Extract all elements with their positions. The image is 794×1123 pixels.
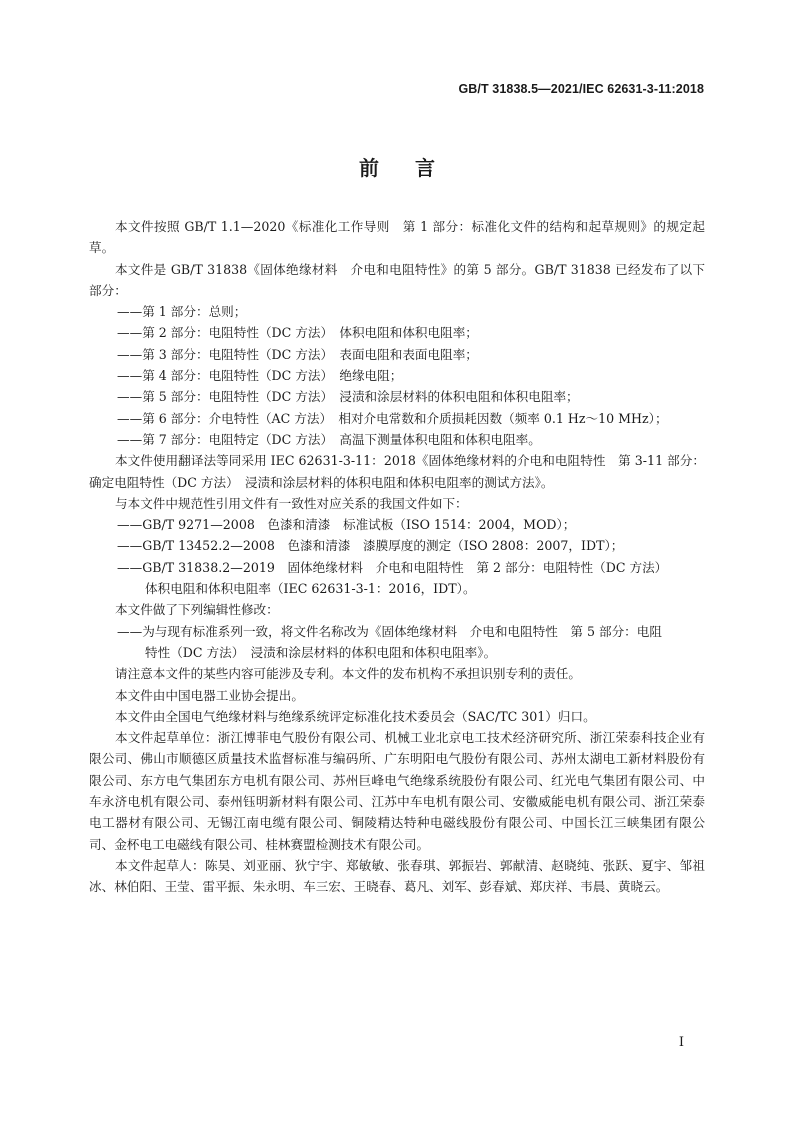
paragraph-references-intro: 与本文件中规范性引用文件有一致性对应关系的我国文件如下： — [115, 495, 468, 511]
list-item-ref-2: ——GB/T 13452.2—2008 色漆和清漆 漆膜厚度的测定（ISO 2808：2007，IDT）； — [117, 538, 624, 554]
list-item-part-6: ——第 6 部分：介电特性（AC 方法） 相对介电常数和介质损耗因数（频率 0.1 Hz～10 MHz）； — [117, 410, 668, 426]
list-item-ref-3-line-1: ——GB/T 31838.2—2019 固体绝缘材料 介电和电阻特性 第 2 部分：电阻特性（DC 方法） — [117, 559, 668, 575]
list-item-edit-line-2: 特性（DC 方法） 浸渍和涂层材料的体积电阻和体积电阻率》。 — [145, 644, 497, 660]
paragraph-series-intro: 本文件是 GB/T 31838《固体绝缘材料 介电和电阻特性》的第 5 部分。GB/T 31838 已经发布了以下部分： — [89, 261, 705, 298]
list-item-part-2: ——第 2 部分：电阻特性（DC 方法） 体积电阻和体积电阻率； — [117, 325, 478, 341]
list-item-part-1: ——第 1 部分：总则； — [117, 304, 247, 320]
page-number: I — [678, 1035, 684, 1050]
page-title: 前言 — [359, 156, 471, 180]
paragraph-proposer: 本文件由中国电器工业协会提出。 — [115, 687, 304, 703]
paragraph-patent-notice: 请注意本文件的某些内容可能涉及专利。本文件的发布机构不承担识别专利的责任。 — [115, 666, 581, 682]
paragraph-drafters: 本文件起草人：陈昊、刘亚丽、狄宁宇、郑敏敏、张春琪、郭振岩、郭献清、赵晓纯、张跃、夏宇、邹祖冰、林伯阳、王莹、雷平振、朱永明、车三宏、王晓春、葛凡、刘军、彭春斌、郑庆祥、韦晨、黄晓云。 — [89, 857, 705, 895]
paragraph-drafting-units: 本文件起草单位：浙江博菲电气股份有限公司、机械工业北京电工技术经济研究所、浙江荣泰科技企业有限公司、佛山市顺德区质量技术监督标准与编码所、广东明阳电气股份有限公司、苏州太湖电工新材料股份有限公司、东方电气集团东方电机有限公司、苏州巨峰电气绝缘系统股份有限公司、红光电气集团有限公司、中车永济电机有限公司、泰州钰明新材料有限公司、江苏中车电机有限公司、安徽威能电机有限公司、浙江荣泰电工器材有限公司、无锡江南电缆有限公司、铜陵精达特种电磁线股份有限公司、中国长江三峡集团有限公司、金杯电工电磁线有限公司、桂林赛盟检测技术有限公司。 — [89, 730, 705, 852]
list-item-part-7: ——第 7 部分：电阻特定（DC 方法） 高温下测量体积电阻和体积电阻率。 — [117, 431, 541, 447]
standard-code-header: GB/T 31838.5—2021/IEC 62631-3-11:2018 — [458, 82, 704, 96]
list-item-edit-line-1: ——为与现有标准系列一致，将文件名称改为《固体绝缘材料 介电和电阻特性 第 5 部分：电阻 — [117, 623, 662, 639]
paragraph-edits-intro: 本文件做了下列编辑性修改： — [115, 602, 279, 618]
list-item-part-5: ——第 5 部分：电阻特性（DC 方法） 浸渍和涂层材料的体积电阻和体积电阻率； — [117, 389, 579, 405]
list-item-part-3: ——第 3 部分：电阻特性（DC 方法） 表面电阻和表面电阻率； — [117, 346, 478, 362]
document-body — [89, 216, 705, 898]
list-item-ref-1: ——GB/T 9271—2008 色漆和清漆 标准试板（ISO 1514：2004，MOD）； — [117, 517, 576, 533]
paragraph-committee: 本文件由全国电气绝缘材料与绝缘系统评定标准化技术委员会（SAC/TC 301）归口。 — [115, 708, 596, 724]
list-item-ref-3-line-2: 体积电阻和体积电阻率（IEC 62631-3-1：2016，IDT）。 — [145, 581, 476, 597]
list-item-part-4: ——第 4 部分：电阻特性（DC 方法） 绝缘电阻； — [117, 368, 403, 384]
paragraph-adoption: 本文件使用翻译法等同采用 IEC 62631-3-11：2018《固体绝缘材料的介电和电阻特性 第 3-11 部分：确定电阻特性（DC 方法） 浸渍和涂层材料的体积电阻和体积电阻率的测试方法》。 — [89, 453, 705, 490]
paragraph-drafting-rules: 本文件按照 GB/T 1.1—2020《标准化工作导则 第 1 部分：标准化文件的结构和起草规则》的规定起草。 — [89, 219, 705, 256]
